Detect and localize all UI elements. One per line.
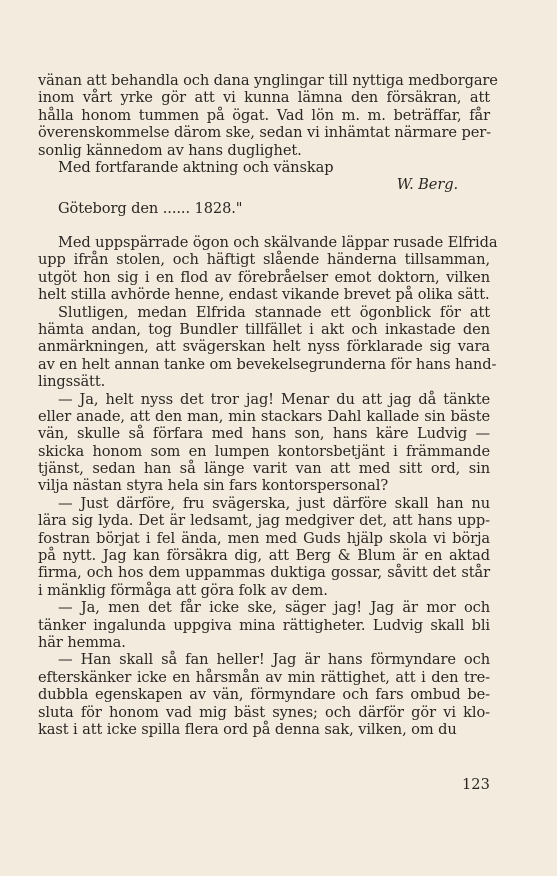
paragraph-line: Med uppspärrade ögon och skälvande läppar rusade Elfrida <box>58 234 498 251</box>
paragraph-line: fostran börjat i fel ända, men med Guds hjälp skola vi börja <box>38 529 490 547</box>
paragraph-line: skicka honom som en lumpen kontorsbetjänt i främmande <box>38 442 490 460</box>
paragraph <box>38 651 490 738</box>
paragraph-line: firma, och hos dem uppammas duktiga gossar, såvitt det står <box>38 564 490 582</box>
paragraph-line: sluta för honom vad mig bäst synes; och därför gör vi klo- <box>38 703 490 721</box>
paragraph <box>38 495 490 599</box>
paragraph-line: vän, skulle så förfara med hans son, hans käre Ludvig — <box>38 425 490 443</box>
paragraph-line: tänker ingalunda uppgiva mina rättigheter. Ludvig skall bli <box>38 616 490 634</box>
paragraph <box>38 391 490 495</box>
paragraph <box>38 234 498 304</box>
paragraph-line: tjänst, sedan han så länge varit van att med sitt ord, sin <box>38 460 490 478</box>
letter-line: vänan att behandla och dana ynglingar till nyttiga medborgare <box>38 72 498 89</box>
letter-line: hålla honom tummen på ögat. Vad lön m. m. beträffar, får <box>38 106 490 124</box>
letter-line: sonlig kännedom av hans duglighet. <box>38 141 302 159</box>
letter-signature: W. Berg. <box>396 176 458 194</box>
letter-line: överenskommelse därom ske, sedan vi inhämtat närmare per- <box>38 124 491 142</box>
paragraph-line: lingssätt. <box>38 373 106 391</box>
paragraph-line: i mänklig förmåga att göra folk av dem. <box>38 581 328 599</box>
letter-line: inom vårt yrke gör att vi kunna lämna den försäkran, att <box>38 89 490 107</box>
letter-closing: Med fortfarande aktning och vänskap <box>58 158 334 176</box>
paragraph-line: eller anade, att den man, min stackars Dahl kallade sin bäste <box>38 407 490 425</box>
paragraph-line: kast i att icke spilla flera ord på denna sak, vilken, om du <box>38 720 457 738</box>
letter-place-date: Göteborg den ...... 1828." <box>58 199 243 217</box>
paragraph-line: utgöt hon sig i en flod av förebråelser emot doktorn, vilken <box>38 268 490 286</box>
paragraph-line: anmärkningen, att svägerskan helt nyss förklarade sig vara <box>38 338 490 356</box>
paragraph-line: — Ja, men det får icke ske, säger jag! Jag är mor och <box>58 599 490 617</box>
letter-section <box>38 72 498 217</box>
paragraph-line: helt stilla avhörde henne, endast vikande brevet på olika sätt. <box>38 286 490 304</box>
paragraph-line: upp ifrån stolen, och häftigt slående händerna tillsamman, <box>38 251 490 269</box>
paragraph-line: här hemma. <box>38 633 126 651</box>
paragraph <box>38 303 497 391</box>
paragraph-line: lära sig lyda. Det är ledsamt, jag medgiver det, att hans upp- <box>38 512 490 530</box>
paragraph-line: — Han skall så fan heller! Jag är hans förmyndare och <box>58 651 490 669</box>
page-number: 123 <box>462 776 490 793</box>
paragraph-line: av en helt annan tanke om bevekelsegrunderna för hans hand- <box>38 355 497 373</box>
paragraph-line: — Just därföre, fru svägerska, just därföre skall han nu <box>58 494 490 512</box>
paragraph-line: Slutligen, medan Elfrida stannade ett ögonblick för att <box>58 303 490 321</box>
paragraph-line: dubbla egenskapen av vän, förmyndare och fars ombud be- <box>38 686 490 704</box>
paragraph-line: vilja nästan styra hela sin fars kontorspersonal? <box>38 477 389 495</box>
paragraph-line: hämta andan, tog Bundler tillfället i akt och inkastade den <box>38 320 490 338</box>
paragraph-line: efterskänker icke en hårsmån av min rättighet, att i den tre- <box>38 668 490 686</box>
paragraph <box>38 599 490 651</box>
paragraph-line: på nytt. Jag kan försäkra dig, att Berg & Blum är en aktad <box>38 547 490 565</box>
narrative-section <box>38 234 498 738</box>
paragraph-line: — Ja, helt nyss det tror jag! Menar du att jag då tänkte <box>58 390 490 408</box>
